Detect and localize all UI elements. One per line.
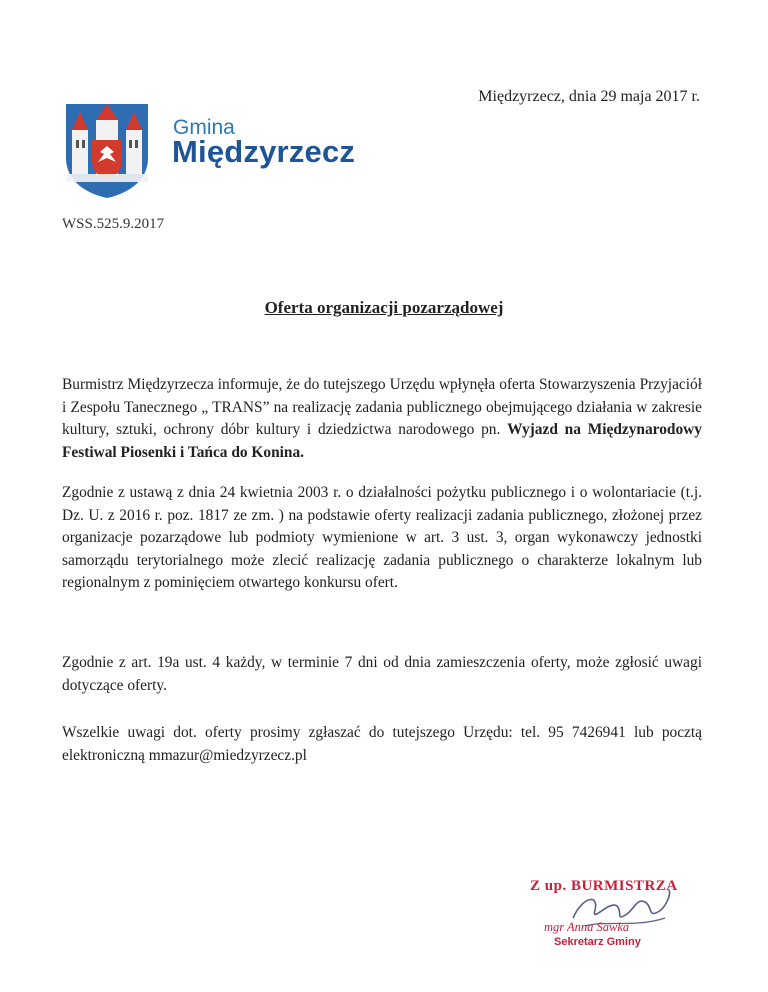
logo-text-gmina: Gmina [173,116,235,139]
document-title: Oferta organizacji pozarządowej [264,298,504,317]
stamp-position: Sekretarz Gminy [554,936,641,948]
task-name: Wyjazd na Międzynarodowy Festiwal Piosenki i Tańca do Konina. [62,421,702,461]
logo-text-town: Międzyrzecz [172,134,356,169]
reference-number: WSS.525.9.2017 [62,216,165,232]
stamp-signatory: mgr Anna Sawka [544,920,630,934]
document-date: Międzyrzecz, dnia 29 maja 2017 r. [478,88,700,105]
stamp-authority: Z up. BURMISTRZA [530,878,678,894]
paragraph-announcement-text: Burmistrz Międzyrzecza informuje, że do tutejszego Urzędu wpłynęła oferta Stowarzyszenia Przyjaciół i Zespołu Tanecznego „ TRANS” na realizację zadania publicznego obejmującego działania w zakresie kultury, sztuki, ochrony dóbr kultury i dziedzictwa narodowego pn. [62,376,702,438]
paragraph-remarks-deadline: Zgodnie z art. 19a ust. 4 każdy, w terminie 7 dni od dnia zamieszczenia oferty, może zgłosić uwagi dotyczące oferty. [62,654,702,694]
official-stamp [530,878,700,968]
coat-of-arms-icon [62,100,152,200]
paragraph-announcement [62,374,702,464]
paragraph-contact: Wszelkie uwagi dot. oferty prosimy zgłaszać do tutejszego Urzędu: tel. 95 7426941 lub pocztą elektroniczną mmazur@miedzyrzecz.pl [62,724,702,764]
paragraph-legal-basis: Zgodnie z ustawą z dnia 24 kwietnia 2003 r. o działalności pożytku publicznego i o wolontariacie (t.j. Dz. U. z 2016 r. poz. 1817 ze zm. ) na podstawie oferty realizacji zadania publicznego, złożonej przez organizacje pozarządowe lub podmioty wymienione w art. 3 ust. 3, organ wykonawczy jednostki samorządu terytorialnego może zlecić realizację zadania publicznego o charakterze lokalnym lub regionalnym z pominięciem otwartego konkursu ofert. [62,484,702,591]
